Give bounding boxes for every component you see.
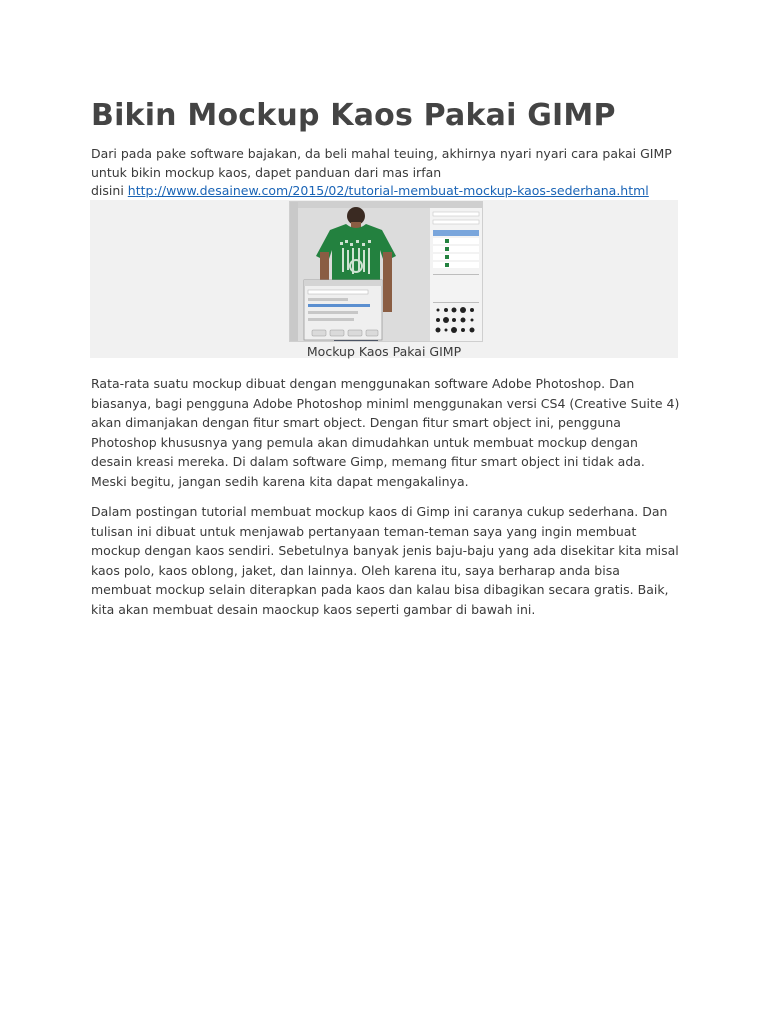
figure — [90, 200, 678, 358]
intro-line-1: Dari pada pake software bajakan, da beli mahal teuing, akhirnya nyari nyari cara pakai GIMP — [91, 146, 672, 161]
gimp-screenshot — [289, 201, 483, 342]
body-paragraph-1: Rata-rata suatu mockup dibuat dengan menggunakan software Adobe Photoshop. Dan biasanya, bagi pengguna Adobe Photoshop miniml menggunakan versi CS4 (Creative Suite 4) akan dimanjakan dengan fitur smart object. Dengan fitur smart object ini, pengguna Photoshop khususnya yang pemula akan dimudahkan untuk membuat mockup dengan desain kreasi mereka. Di dalam software Gimp, memang fitur smart object ini tidak ada. Meski begitu, jangan sedih karena kita dapat mengakalinya. — [91, 376, 680, 489]
gimp-mockup-image — [290, 202, 482, 341]
body-paragraph-2: Dalam postingan tutorial membuat mockup kaos di Gimp ini caranya cukup sederhana. Dan tulisan ini dibuat untuk menjawab pertanyaan teman-teman saya yang ingin membuat mockup dengan kaos sendiri. Sebetulnya banyak jenis baju-baju yang ada disekitar kita misal kaos polo, kaos oblong, jaket, dan lainnya. Oleh karena itu, saya berharap anda bisa membuat mockup selain diterapkan pada kaos dan kalau bisa dibagikan secara gratis. Baik, kita akan membuat desain maockup kaos seperti gambar di bawah ini. — [91, 504, 679, 617]
gimp-dialog-window — [304, 280, 382, 340]
intro-line-3 — [91, 182, 691, 201]
figure-caption: Mockup Kaos Pakai GIMP — [306, 344, 462, 359]
page-title: Bikin Mockup Kaos Pakai GIMP — [91, 98, 616, 133]
gimp-layers-panel — [430, 202, 482, 341]
intro-paragraph — [91, 145, 691, 201]
intro-line-3-prefix: disini — [91, 183, 124, 198]
intro-line-2: untuk bikin mockup kaos, dapet panduan dari mas irfan — [91, 164, 442, 180]
tutorial-link[interactable]: http://www.desainew.com/2015/02/tutorial-membuat-mockup-kaos-sederhana.html — [127, 183, 649, 198]
